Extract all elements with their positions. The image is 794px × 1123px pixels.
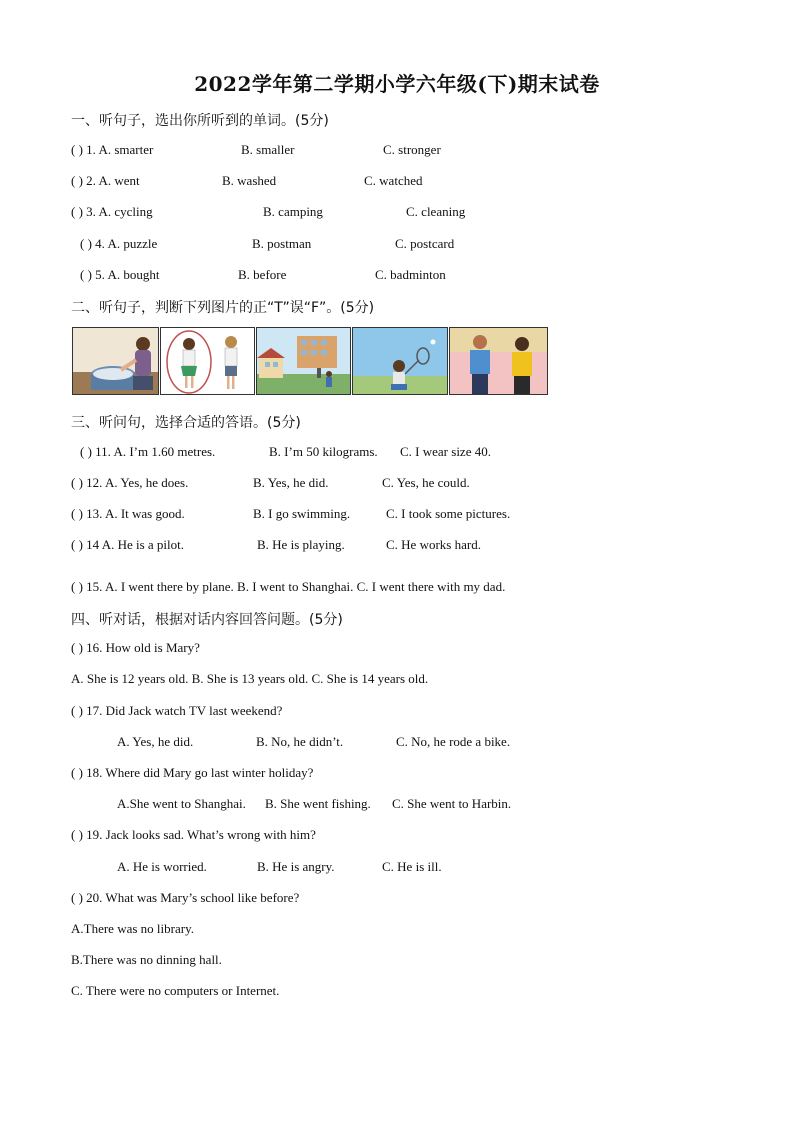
option-a: A.She went to Shanghai. [117,796,246,811]
question-16: ( ) 16. How old is Mary? [71,640,200,655]
option-a: A.There was no library. [71,921,194,936]
option-a: A. Yes, he did. [117,734,194,749]
question-stem: ( ) 5. A. bought [80,267,160,282]
question-row-4 [80,235,680,253]
question-row-13 [71,505,711,523]
question-row-14 [71,536,711,554]
option-b: B. Yes, he did. [253,475,329,490]
picture-two-boys [449,327,548,395]
question-stem: ( ) 11. A. I’m 1.60 metres. [80,444,216,459]
option-b: B.There was no dinning hall. [71,952,222,967]
option-c: C. Yes, he could. [382,475,470,490]
question-17: ( ) 17. Did Jack watch TV last weekend? [71,703,283,718]
picture-washing-clothes [72,327,159,395]
option-b: B. washed [222,173,277,188]
option-c: C. cleaning [406,204,466,219]
question-stem: ( ) 3. A. cycling [71,204,153,219]
option-c: C. watched [364,173,423,188]
option-b: B. postman [252,236,312,251]
section-heading-2: 二、听句子，判断下列图片的正“T”误“F”。(5分) [71,300,375,316]
page-title: 2022学年第二学期小学六年级(下)期末试卷 [194,72,600,96]
question-row-3 [71,203,671,221]
picture-two-girls [160,327,255,395]
picture-school [256,327,351,395]
question-18: ( ) 18. Where did Mary go last winter holiday? [71,765,314,780]
option-b: B. before [238,267,287,282]
question-stem: ( ) 1. A. smarter [71,142,154,157]
question-stem: ( ) 15. A. I went there by plane. B. I went to Shanghai. C. I went there with my dad. [71,579,506,594]
section-heading-3: 三、听问句，选择合适的答语。(5分) [71,415,301,431]
option-b: B. No, he didn’t. [256,734,344,749]
option-b: B. He is playing. [257,537,345,552]
option-c: C. postcard [395,236,455,251]
question-stem: ( ) 2. A. went [71,173,140,188]
option-c: C. No, he rode a bike. [396,734,511,749]
question-stem: ( ) 14 A. He is a pilot. [71,537,185,552]
option-c: C. She went to Harbin. [392,796,512,811]
question-row-1 [71,141,671,159]
option-c: C. stronger [383,142,441,157]
question-stem: ( ) 12. A. Yes, he does. [71,475,189,490]
option-b: B. He is angry. [257,859,335,874]
option-b: B. smaller [241,142,295,157]
section-heading-4: 四、听对话，根据对话内容回答问题。(5分) [71,612,343,628]
question-row-11 [80,443,720,461]
question-row-12 [71,474,711,492]
option-c: C. There were no computers or Internet. [71,983,280,998]
question-row-2 [71,172,671,190]
picture-strip [72,327,548,397]
question-16-options: A. She is 12 years old. B. She is 13 years old. C. She is 14 years old. [71,671,429,686]
option-c: C. He works hard. [386,537,481,552]
option-c: C. I took some pictures. [386,506,511,521]
option-c: C. badminton [375,267,446,282]
option-b: B. camping [263,204,323,219]
question-stem: ( ) 13. A. It was good. [71,506,185,521]
question-row-15 [71,578,711,596]
section-heading-1: 一、听句子，选出你所听到的单词。(5分) [71,113,329,129]
question-row-5 [80,266,680,284]
question-stem: ( ) 4. A. puzzle [80,236,158,251]
option-c: C. I wear size 40. [400,444,491,459]
question-19: ( ) 19. Jack looks sad. What’s wrong with him? [71,827,316,842]
option-b: B. I’m 50 kilograms. [269,444,378,459]
picture-badminton [352,327,448,395]
question-20: ( ) 20. What was Mary’s school like before? [71,890,300,905]
option-a: A. He is worried. [117,859,207,874]
option-b: B. I go swimming. [253,506,351,521]
option-b: B. She went fishing. [265,796,371,811]
option-c: C. He is ill. [382,859,442,874]
